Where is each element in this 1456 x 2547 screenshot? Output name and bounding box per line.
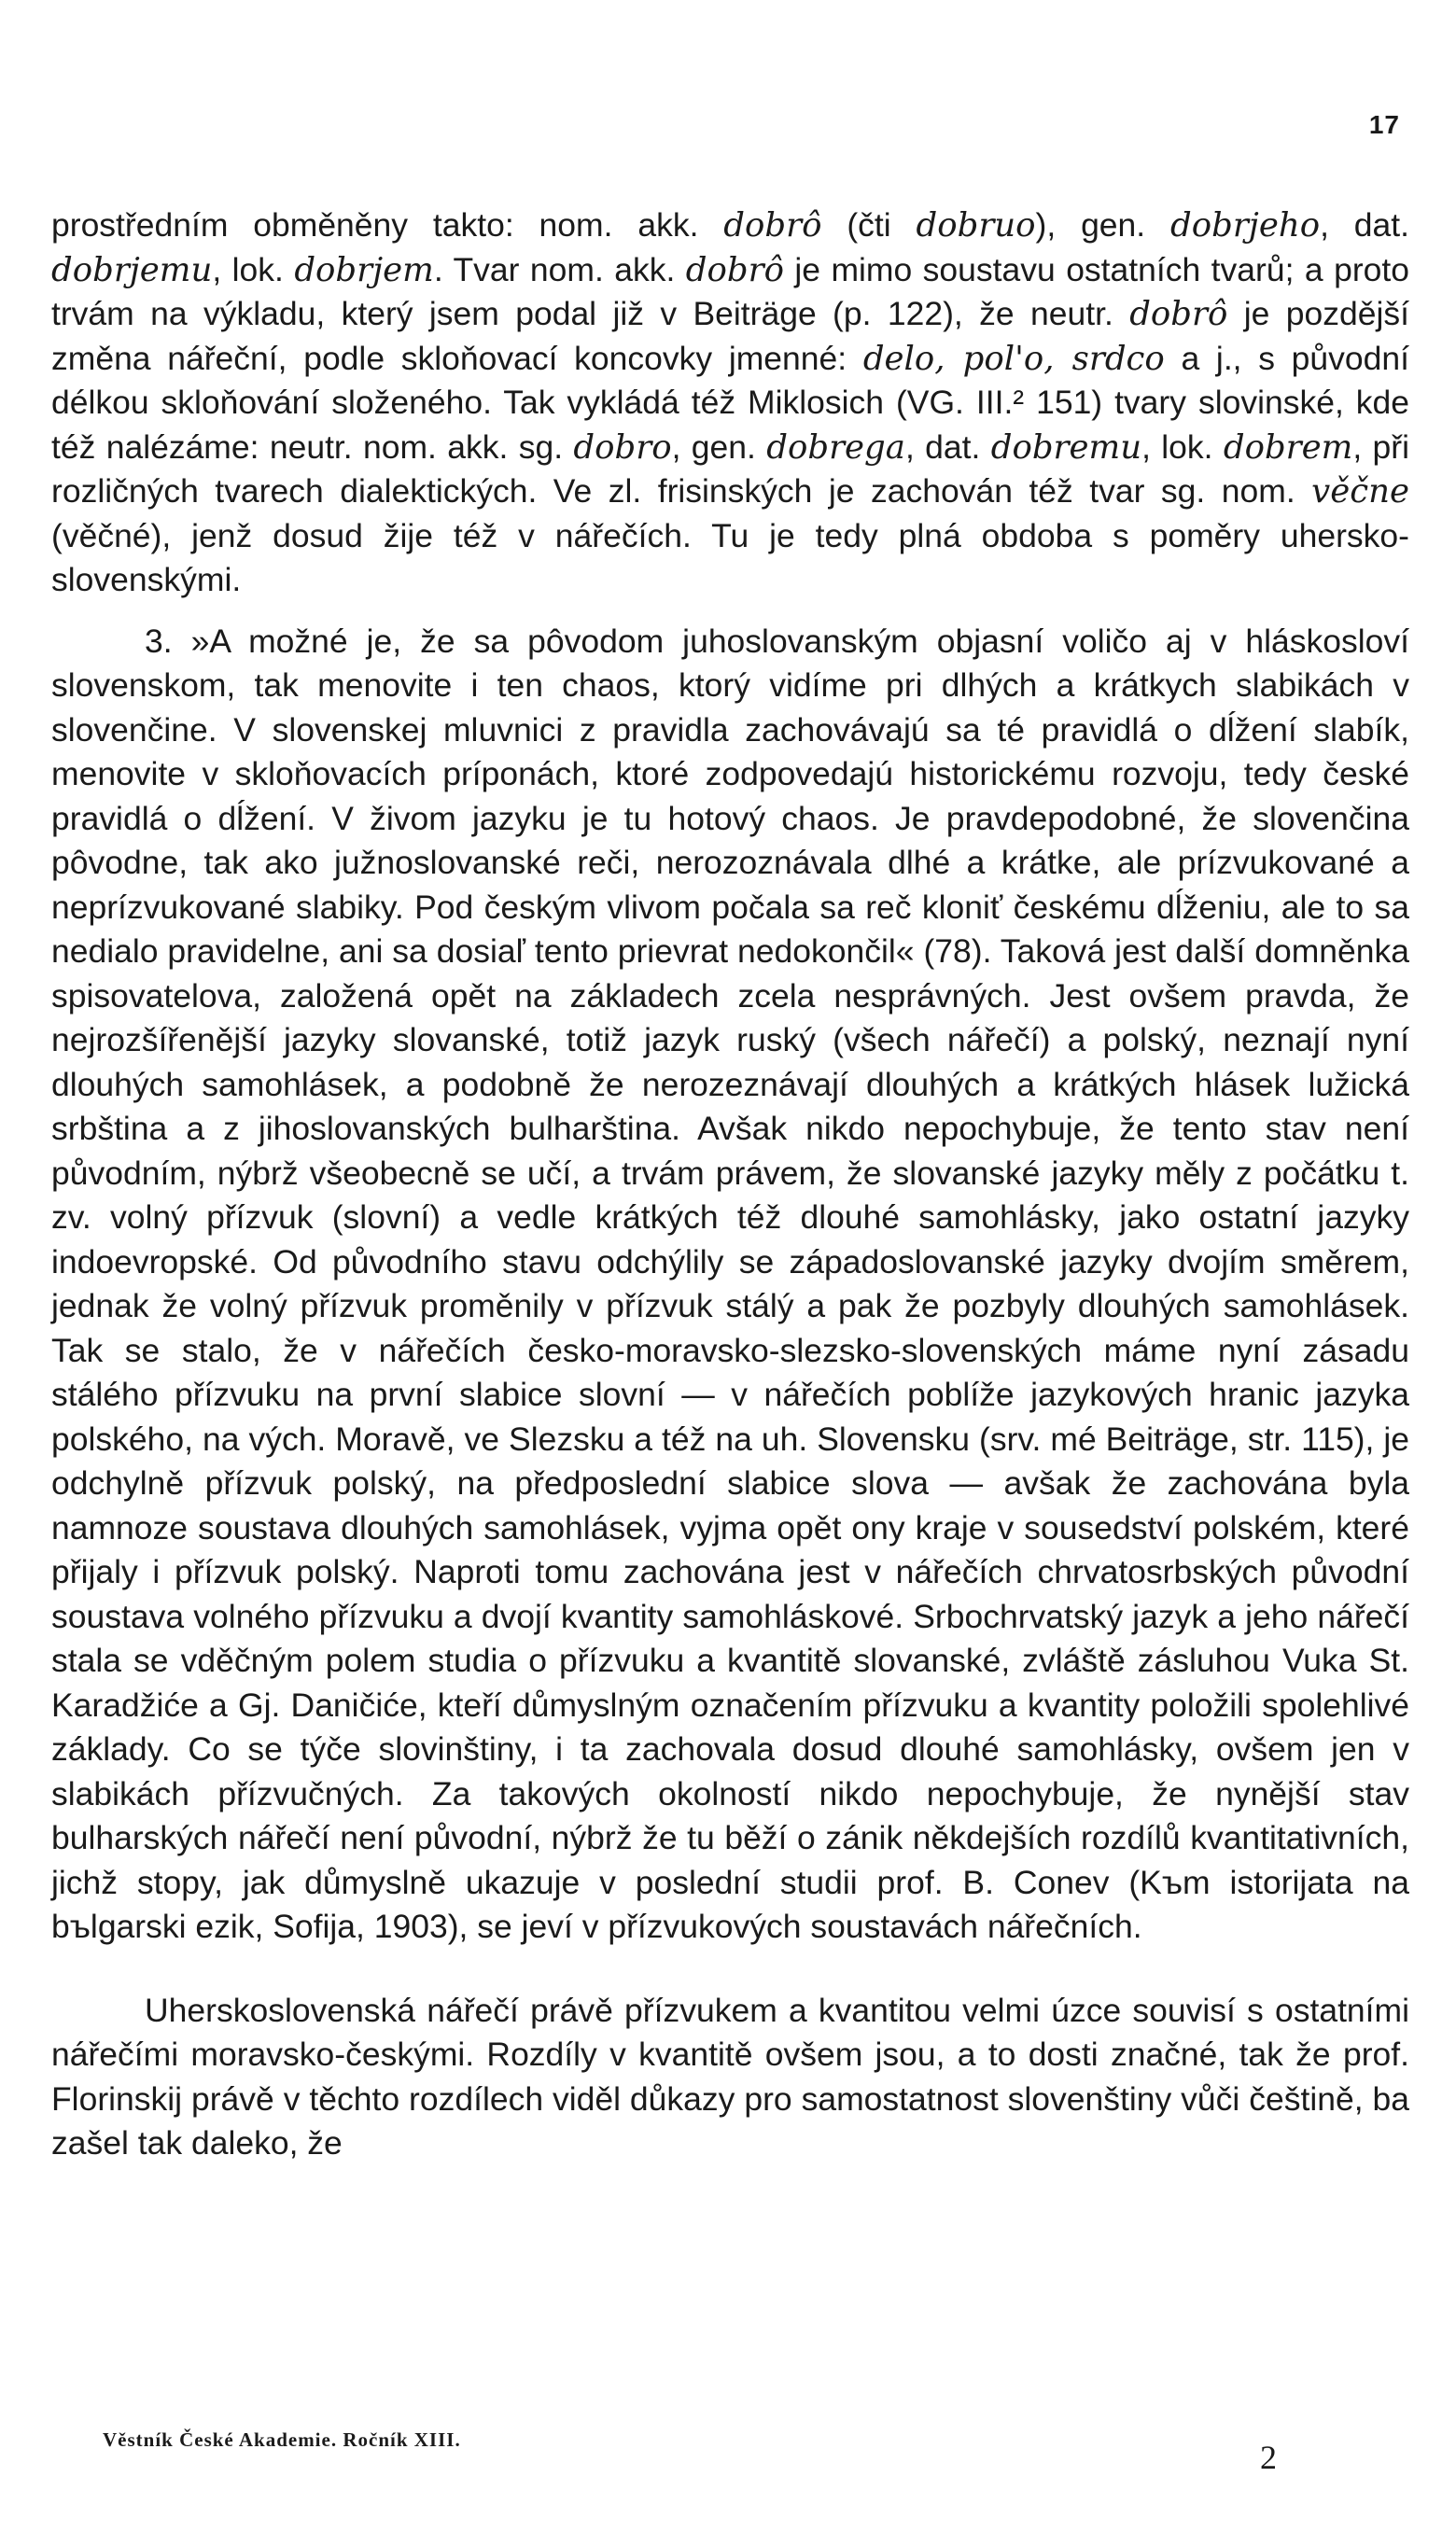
italic-term: dobrô xyxy=(723,206,822,245)
text-run: a j., s původní délkou skloňování složeného. Tak vykládá též Miklosich (VG. III.² 151) tvary slovinské, kde též nalézáme: neutr. nom. akk. sg. xyxy=(51,339,1409,466)
text-run: , lok. xyxy=(212,250,295,288)
paragraph-2: 3. »A možné je, že sa pôvodom juhoslovanským objasní voličo aj v hláskosloví slovenskom, tak menovite i ten chaos, ktorý vidíme pri dlhých a krátkych slabikách v slovenčine. V slovenskej mluvnici z pravidla zachovávajú sa té pravidlá o dĺžení slabík, menovite v skloňovacích príponách, ktoré zodpovedajú historickému rozvoju, tedy české pravidlá o dĺžení. V živom jazyku je tu hotový chaos. Je pravdepodobné, že slovenčina pôvodne, tak ako južnoslovanské reči, nerozoznávala dlhé a krátke, ale prízvukované a neprízvukované slabiky. Pod českým vlivom počala sa reč kloniť českému dĺženiu, ale to sa nedialo pravidelne, ani sa dosiaľ tento prievrat nedokončil« (78). Taková jest další domněnka spisovatelova, založená opět na základech zcela nesprávných. Jest ovšem pravda, že nejrozšířenější jazyky slovanské, totiž jazyk ruský (všech nářečí) a polský, neznají nyní dlouhých samohlásek, a podobně že nerozeznávají dlouhých a krátkých hlásek lužická srbština a z jihoslovanských bulharština. Avšak nikdo nepochybuje, že tento stav není původním, nýbrž všeobecně se učí, a trvám právem, že slovanské jazyky měly z počátku t. zv. volný přízvuk (slovní) a vedle krátkých též dlouhé samohlásky, jako ostatní jazyky indoevropské. Od původního stavu odchýlily se západoslovanské jazyky dvojím směrem, jednak že volný přízvuk proměnily v přízvuk stálý a pak že pozbyly dlouhých samohlásek. Tak se stalo, že v nářečích česko-moravsko-slezsko-slovenských máme nyní zásadu stálého přízvuku na první slabice slovní — v nářečích poblíže jazykových hranic jazyka polského, na vých. Moravě, ve Slezsku a též na uh. Slovensku (srv. mé Beiträge, str. 115), je odchylně přízvuk polský, na předposlední slabice slova — avšak že zachována byla namnoze soustava dlouhých samohlásek, vyjma opět ony kraje v sousedství polském, které přijaly i přízvuk polský. Naproti tomu zachována jest v nářečích chrvatosrbských původní soustava volného přízvuku a dvojí kvantity samohláskové. Srbochrvatský jazyk a jeho nářečí stala se vděčným polem studia o přízvuku a kvantitě slovanské, zvláště zásluhou Vuka St. Karadžiće a Gj. Daničiće, kteří důmyslným označením přízvuku a kvantity položili spolehlivé základy. Co se týče slovinštiny, i ta zachovala dosud dlouhé samohlásky, ovšem jen v slabikách přízvučných. Za takových okolností nikdo nepochybuje, že nynější stav bulharských nářečí není původní, nýbrž že tu běží o zánik někdejších rozdílů kvantitativních, jichž stopy, jak důmyslně ukazuje v poslední studii prof. B. Conev (Kъm istorijata na bъlgarski ezik, Sofija, 1903), se jeví v přízvukových soustavách nářečních. xyxy=(51,622,1409,1945)
text-run: prostředním obměněny takto: nom. akk. xyxy=(51,206,724,244)
italic-term: dobrô xyxy=(685,250,784,289)
text-run: , při rozličných tvarech dialektických. Ve zl. frisinských je zachován též tvar sg. nom. xyxy=(51,427,1409,510)
text-run: , lok. xyxy=(1141,427,1224,466)
text-run: . Tvar nom. akk. xyxy=(433,250,686,288)
italic-term: dobro xyxy=(573,427,672,467)
footer-signature: 2 xyxy=(1260,2439,1277,2476)
italic-term: dobrô xyxy=(1129,295,1228,333)
italic-term: dobrjemu xyxy=(51,250,213,289)
italic-term: delo, pol'o, srdco xyxy=(862,339,1165,378)
paragraph-3: Uherskoslovenská nářečí právě přízvukem a kvantitou velmi úzce souvisí s ostatními nářečími moravsko-českými. Rozdíly v kvantitě ovšem jsou, a to dosti značné, tak že prof. Florinskij právě v těchto rozdílech viděl důkazy pro samostatnost slovenštiny vůči češtině, ba zašel tak daleko, že xyxy=(51,1991,1409,2162)
text-run: , gen. xyxy=(671,427,767,466)
page-number: 17 xyxy=(1368,110,1400,139)
italic-term: věčne xyxy=(1311,472,1409,511)
italic-term: dobrjeho xyxy=(1170,206,1321,245)
text-run: (věčné), jenž dosud žije též v nářečích. Tu je tedy plná obdoba s poměry uhersko-slovenskými. xyxy=(51,516,1409,598)
text-run: je mimo soustavu ostatních tvarů; a proto trvám na výkladu, který jsem podal již v Beiträge (p. 122), že neutr. xyxy=(51,250,1409,332)
italic-term: dobremu xyxy=(990,427,1142,467)
text-run: (čti xyxy=(821,206,917,244)
italic-term: dobruo xyxy=(916,206,1036,245)
footer-journal: Věstník České Akademie. Ročník XIII. xyxy=(103,2428,461,2451)
italic-term: dobrega xyxy=(766,427,905,467)
paragraph-1 xyxy=(51,203,1409,603)
text-run: je pozdější změna nářeční, podle skloňovací koncovky jmenné: xyxy=(51,295,1409,377)
text-run: ), gen. xyxy=(1035,206,1171,244)
text-run: , dat. xyxy=(1320,206,1409,244)
text-run: , dat. xyxy=(904,427,991,466)
italic-term: dobrem xyxy=(1223,427,1353,467)
italic-term: dobrjem xyxy=(294,250,434,289)
body-text xyxy=(51,203,1409,2166)
